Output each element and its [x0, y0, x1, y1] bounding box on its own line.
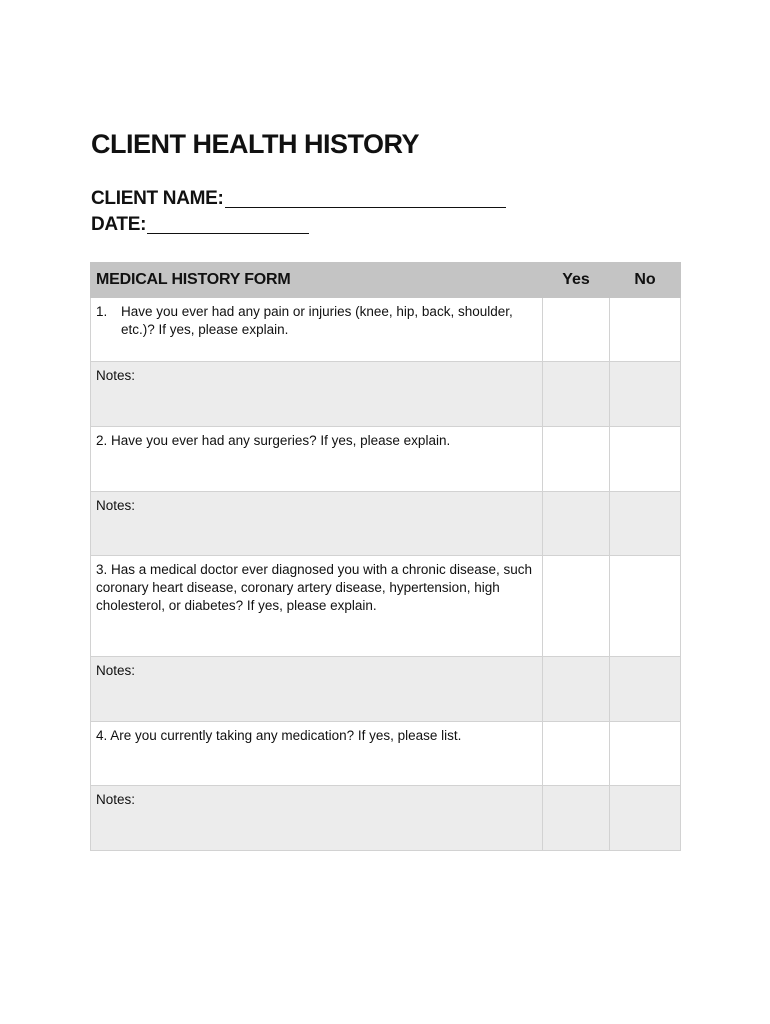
client-name-field [91, 188, 506, 210]
notes-row-2 [91, 492, 681, 556]
notes-row-4 [91, 786, 681, 851]
question-row-3 [91, 556, 681, 657]
question-3-yes-cell[interactable] [543, 556, 610, 657]
question-3-text: 3. Has a medical doctor ever diagnosed you with a chronic disease, such coronary heart disease, coronary artery disease, hypertension, high cholesterol, or diabetes? If yes, please explain. [96, 562, 532, 613]
page-title: CLIENT HEALTH HISTORY [91, 129, 420, 159]
notes-1-label: Notes: [96, 368, 136, 383]
client-name-label: CLIENT NAME: [91, 188, 224, 209]
notes-1-cell[interactable] [91, 362, 543, 427]
notes-4-yes-cell [543, 786, 610, 851]
question-4-cell [91, 722, 543, 786]
question-2-cell [91, 427, 543, 492]
question-1-cell [91, 298, 543, 362]
client-name-blank-line[interactable] [225, 189, 506, 208]
notes-2-cell[interactable] [91, 492, 543, 556]
notes-4-label: Notes: [96, 792, 136, 807]
question-2-text: 2. Have you ever had any surgeries? If yes, please explain. [96, 433, 451, 448]
notes-2-yes-cell [543, 492, 610, 556]
yes-column-header: Yes [543, 263, 610, 298]
question-2-no-cell[interactable] [610, 427, 681, 492]
medical-history-form-header: MEDICAL HISTORY FORM [91, 263, 543, 298]
date-field [91, 214, 309, 236]
question-4-text: 4. Are you currently taking any medication? If yes, please list. [96, 728, 462, 743]
question-1-number: 1. [96, 304, 108, 319]
notes-3-yes-cell [543, 657, 610, 722]
notes-row-3 [91, 657, 681, 722]
notes-2-label: Notes: [96, 498, 136, 513]
question-row-2 [91, 427, 681, 492]
question-1-text: Have you ever had any pain or injuries (knee, hip, back, shoulder, etc.)? If yes, please explain. [121, 304, 513, 337]
question-4-no-cell[interactable] [610, 722, 681, 786]
notes-1-yes-cell [543, 362, 610, 427]
notes-3-no-cell [610, 657, 681, 722]
no-column-header: No [610, 263, 681, 298]
question-row-4 [91, 722, 681, 786]
notes-1-no-cell [610, 362, 681, 427]
question-1-yes-cell[interactable] [543, 298, 610, 362]
question-3-no-cell[interactable] [610, 556, 681, 657]
notes-4-cell[interactable] [91, 786, 543, 851]
notes-3-label: Notes: [96, 663, 136, 678]
date-blank-line[interactable] [147, 215, 309, 234]
question-1-no-cell[interactable] [610, 298, 681, 362]
medical-history-table [90, 262, 681, 851]
notes-2-no-cell [610, 492, 681, 556]
notes-row-1 [91, 362, 681, 427]
question-3-cell [91, 556, 543, 657]
notes-4-no-cell [610, 786, 681, 851]
question-2-yes-cell[interactable] [543, 427, 610, 492]
question-row-1 [91, 298, 681, 362]
date-label: DATE: [91, 214, 147, 235]
table-header-row [91, 263, 681, 298]
question-4-yes-cell[interactable] [543, 722, 610, 786]
notes-3-cell[interactable] [91, 657, 543, 722]
